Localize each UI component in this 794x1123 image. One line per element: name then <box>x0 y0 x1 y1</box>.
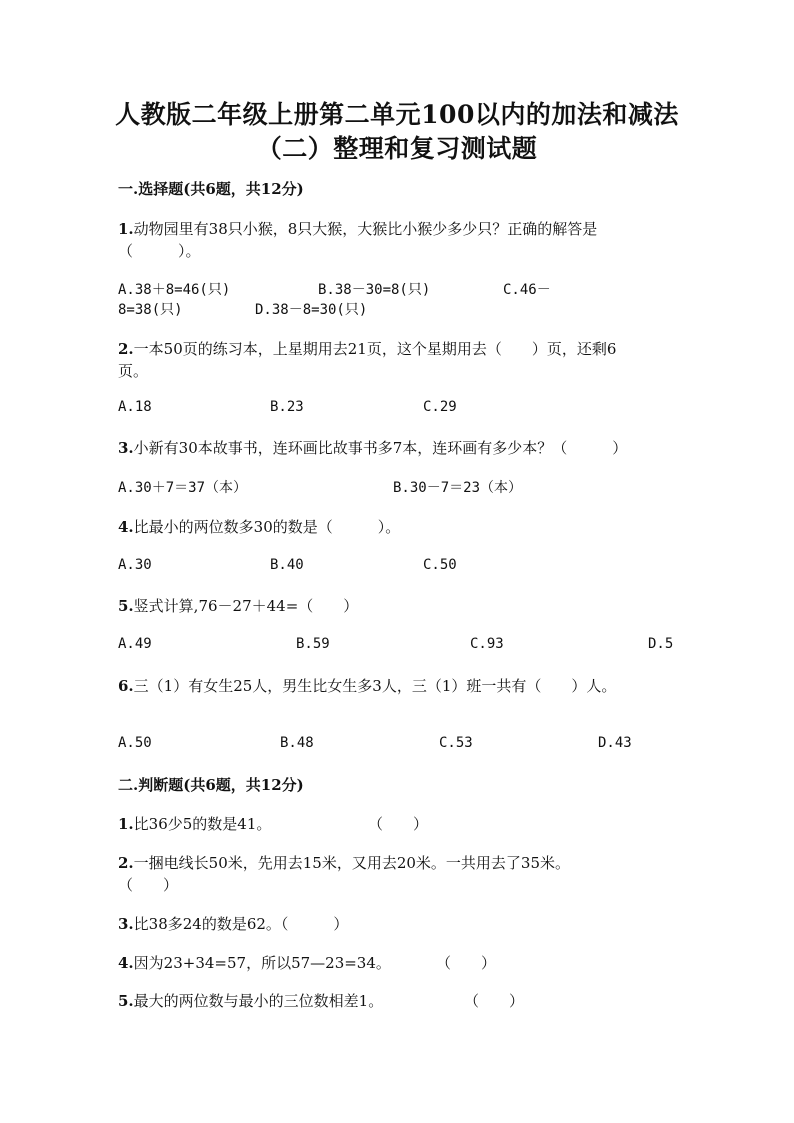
q1-option-d: D.38－8=30(只) <box>255 302 368 318</box>
judge-q4 <box>118 952 391 973</box>
q5-option-d: D.5 <box>648 636 674 652</box>
q2-stem-line1: 一本50页的练习本，上星期用去21页，这个星期用去（ ）页，还剩6 <box>133 340 617 358</box>
q5-number: 5. <box>118 597 134 615</box>
judge-q4-text: 因为23+34=57，所以57—23=34。 <box>133 954 391 972</box>
judge-q5-text: 最大的两位数与最小的三位数相差1。 <box>133 992 384 1010</box>
q1-option-c-part2: 8=38(只) <box>118 302 183 318</box>
q6-text <box>118 675 616 696</box>
q1-stem-line1: 动物园里有38只小猴，8只大猴，大猴比小猴少多少只？正确的解答是 <box>133 220 598 238</box>
q5-text <box>118 595 358 616</box>
page-title-line1: 人教版二年级上册第二单元100以内的加法和减法 <box>115 100 679 129</box>
q3-text <box>118 437 627 458</box>
q3-option-a: A.30＋7＝37（本） <box>118 480 248 496</box>
q2-stem-line2: 页。 <box>118 362 149 380</box>
judge-q2-number: 2. <box>118 854 134 872</box>
q6-option-d: D.43 <box>598 735 632 751</box>
q4-text <box>118 516 400 537</box>
judge-q1 <box>118 813 271 834</box>
q2-option-a: A.18 <box>118 399 152 415</box>
q1-number: 1. <box>118 220 134 238</box>
q5-option-c: C.93 <box>470 636 504 652</box>
q4-option-c: C.50 <box>423 557 457 573</box>
judge-q1-blank: （ ） <box>368 815 429 833</box>
q5-option-a: A.49 <box>118 636 152 652</box>
q2-option-c: C.29 <box>423 399 457 415</box>
page-title-line2: （二）整理和复习测试题 <box>256 134 538 163</box>
section1-heading: 一.选择题(共6题，共12分) <box>118 180 304 198</box>
judge-q1-number: 1. <box>118 815 134 833</box>
q1-option-b: B.38－30=8(只) <box>318 282 431 298</box>
judge-q1-text: 比36少5的数是41。 <box>133 815 272 833</box>
judge-q3-number: 3. <box>118 915 134 933</box>
q2-text <box>118 338 616 359</box>
judge-q5-blank: （ ） <box>464 992 525 1010</box>
judge-q3 <box>118 913 348 934</box>
q2-number: 2. <box>118 340 134 358</box>
q4-option-a: A.30 <box>118 557 152 573</box>
judge-q2 <box>118 852 570 873</box>
q6-number: 6. <box>118 677 134 695</box>
judge-q4-blank: （ ） <box>436 954 497 972</box>
judge-q2-text: 一捆电线长50米，先用去15米，又用去20米。一共用去了35米。 <box>133 854 571 872</box>
q1-stem-line2: （ ）。 <box>118 242 201 260</box>
section2-heading: 二.判断题(共6题，共12分) <box>118 776 304 794</box>
judge-q5-number: 5. <box>118 992 134 1010</box>
q6-option-a: A.50 <box>118 735 152 751</box>
q1-option-a: A.38＋8=46(只) <box>118 282 231 298</box>
q3-option-b: B.30－7＝23（本） <box>393 480 523 496</box>
q2-option-b: B.23 <box>270 399 304 415</box>
q5-option-b: B.59 <box>296 636 330 652</box>
judge-q2-blank: （ ） <box>118 876 179 894</box>
q1-text <box>118 218 597 239</box>
q4-option-b: B.40 <box>270 557 304 573</box>
q5-stem: 竖式计算,76－27＋44=（ ） <box>133 597 359 615</box>
q4-stem: 比最小的两位数多30的数是（ ）。 <box>133 518 401 536</box>
q1-option-c-part1: C.46－ <box>503 282 551 298</box>
judge-q3-text: 比38多24的数是62。（ ） <box>133 915 349 933</box>
q6-option-c: C.53 <box>439 735 473 751</box>
q4-number: 4. <box>118 518 134 536</box>
q3-stem: 小新有30本故事书，连环画比故事书多7本，连环画有多少本？（ ） <box>133 439 628 457</box>
q3-number: 3. <box>118 439 134 457</box>
judge-q5 <box>118 990 383 1011</box>
q6-stem: 三（1）有女生25人，男生比女生多3人，三（1）班一共有（ ）人。 <box>133 677 617 695</box>
q6-option-b: B.48 <box>280 735 314 751</box>
judge-q4-number: 4. <box>118 954 134 972</box>
